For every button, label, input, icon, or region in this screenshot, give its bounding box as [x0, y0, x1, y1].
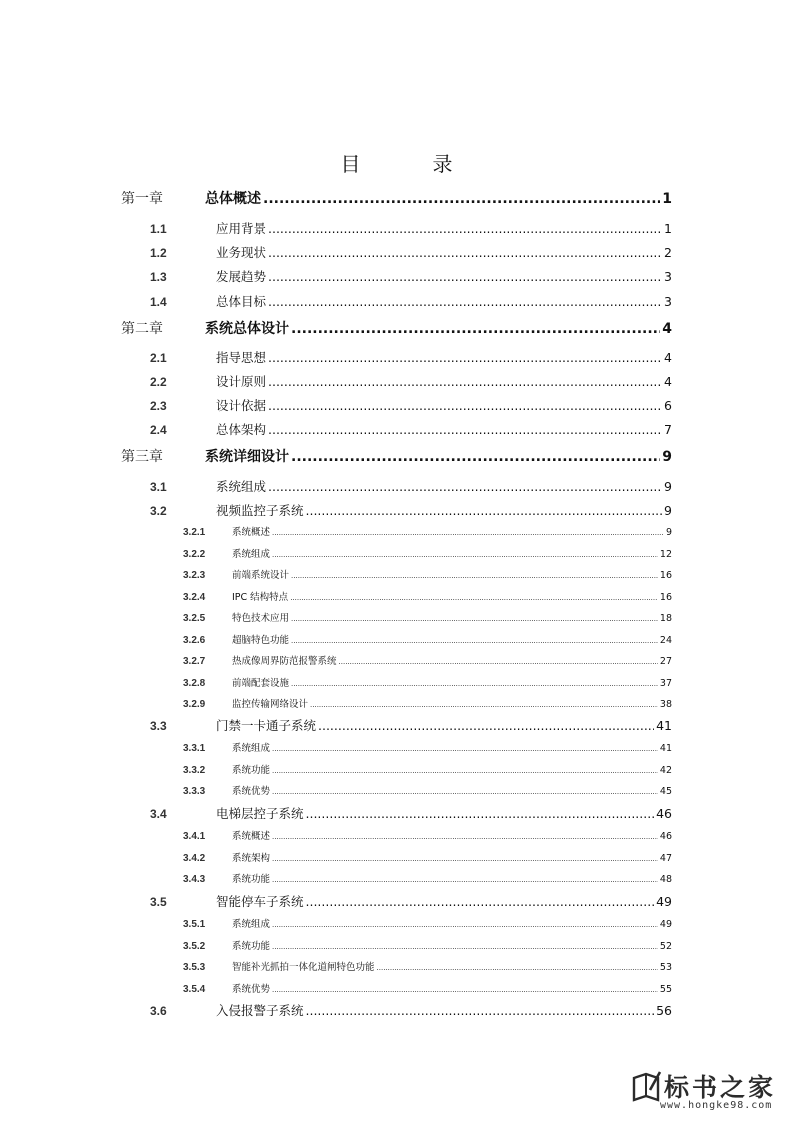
toc-leader-dots	[272, 551, 658, 559]
toc-entry-title: 视频监控子系统	[216, 503, 304, 518]
toc-entry-number: 第二章	[121, 321, 163, 337]
toc-entry-title: 系统概述	[232, 527, 271, 538]
toc-entry-title: 前端系统设计	[232, 570, 290, 581]
toc-leader-dots	[310, 701, 658, 709]
toc-entry-page: 16	[659, 570, 672, 581]
toc-entry-number: 3.2.4	[183, 592, 206, 603]
toc-entry[interactable]	[183, 567, 672, 581]
toc-leader-dots	[272, 767, 658, 775]
toc-entry-page: 41	[659, 743, 672, 754]
toc-entry[interactable]	[150, 396, 672, 414]
toc-entry-number: 第一章	[121, 191, 163, 207]
toc-entry[interactable]	[183, 632, 672, 646]
toc-entry-number: 3.3	[150, 719, 167, 733]
toc-entry-number: 2.1	[150, 351, 167, 365]
toc-entry[interactable]	[183, 959, 672, 973]
toc-entry[interactable]	[150, 219, 672, 237]
toc-leader-dots	[291, 449, 660, 465]
toc-entry[interactable]	[183, 546, 672, 560]
toc-entry-number: 1.3	[150, 270, 167, 284]
toc-entry-page: 56	[656, 1003, 672, 1018]
toc-leader-dots	[318, 718, 654, 733]
toc-entry-number: 2.2	[150, 375, 167, 389]
toc-entry-title: 总体概述	[205, 191, 261, 207]
toc-entry[interactable]	[150, 243, 672, 261]
toc-entry-title: 指导思想	[216, 350, 267, 365]
toc-leader-dots	[339, 658, 658, 666]
toc-entry-number: 3.2.8	[183, 678, 206, 689]
toc-entry-page: 38	[659, 699, 672, 710]
toc-entry-title: 系统组成	[232, 743, 271, 754]
toc-entry-title: 系统组成	[216, 479, 267, 494]
toc-entry-title: 应用背景	[216, 221, 267, 236]
toc-entry[interactable]	[150, 501, 672, 519]
toc-entry[interactable]	[150, 372, 672, 390]
toc-entry-title: 业务现状	[216, 245, 267, 260]
toc-entry-page: 55	[659, 984, 672, 995]
toc-leader-dots	[306, 503, 663, 518]
toc-entry-title: 智能停车子系统	[216, 894, 304, 909]
toc-leader-dots	[272, 876, 658, 884]
toc-leader-dots	[272, 921, 658, 929]
toc-leader-dots	[272, 943, 658, 951]
toc-leader-dots	[377, 964, 658, 972]
toc-leader-dots	[268, 479, 662, 494]
toc-entry[interactable]	[183, 938, 672, 952]
toc-entry[interactable]	[121, 188, 672, 208]
toc-entry-number: 3.1	[150, 480, 167, 494]
toc-entry-number: 3.2.7	[183, 656, 206, 667]
toc-leader-dots	[291, 680, 658, 688]
toc-entry-number: 3.5.2	[183, 941, 206, 952]
toc-entry[interactable]	[121, 446, 672, 466]
toc-entry-title: 系统详细设计	[205, 449, 289, 465]
toc-entry-title: 系统组成	[232, 919, 271, 930]
toc-leader-dots	[291, 637, 658, 645]
toc-entry-title: 智能补光抓拍一体化道闸特色功能	[232, 962, 375, 973]
toc-entry-page: 1	[664, 221, 672, 236]
toc-entry-page: 49	[656, 894, 672, 909]
toc-leader-dots	[272, 788, 658, 796]
toc-entry-title: 总体目标	[216, 294, 267, 309]
toc-entry[interactable]	[150, 420, 672, 438]
toc-entry-title: 发展趋势	[216, 269, 267, 284]
toc-entry[interactable]	[183, 783, 672, 797]
toc-entry-title: 系统优势	[232, 984, 271, 995]
toc-entry-number: 3.5.1	[183, 919, 206, 930]
toc-entry-page: 3	[664, 294, 672, 309]
toc-entry-page: 52	[659, 941, 672, 952]
toc-entry-number: 1.1	[150, 222, 167, 236]
toc-entry-page: 53	[659, 962, 672, 973]
toc-entry-page: 18	[659, 613, 672, 624]
toc-entry[interactable]	[183, 740, 672, 754]
toc-entry-title: 设计原则	[216, 374, 267, 389]
toc-entry-number: 3.5	[150, 895, 167, 909]
toc-entry-number: 3.4.2	[183, 853, 206, 864]
toc-entry[interactable]	[183, 762, 672, 776]
toc-entry-title: 入侵报警子系统	[216, 1003, 304, 1018]
toc-entry[interactable]	[183, 524, 672, 538]
toc-entry-title: IPC 结构特点	[232, 592, 289, 603]
toc-entry[interactable]	[183, 981, 672, 995]
toc-entry-page: 7	[664, 422, 672, 437]
toc-leader-dots	[268, 374, 662, 389]
toc-entry[interactable]	[150, 267, 672, 285]
toc-entry-number: 3.3.2	[183, 765, 206, 776]
toc-entry[interactable]	[183, 850, 672, 864]
toc-entry-page: 9	[665, 527, 672, 538]
toc-entry[interactable]	[183, 696, 672, 710]
toc-leader-dots	[291, 615, 658, 623]
toc-entry-page: 6	[664, 398, 672, 413]
toc-entry-page: 16	[659, 592, 672, 603]
toc-entry[interactable]	[150, 1001, 672, 1019]
toc-entry-number: 3.6	[150, 1004, 167, 1018]
book-pen-icon	[630, 1070, 662, 1106]
toc-entry-title: 设计依据	[216, 398, 267, 413]
toc-leader-dots	[268, 398, 662, 413]
toc-entry[interactable]	[183, 675, 672, 689]
toc-entry-page: 9	[664, 479, 672, 494]
toc-entry-page: 9	[662, 449, 672, 465]
toc-entry-page: 12	[659, 549, 672, 560]
toc-entry[interactable]	[150, 292, 672, 310]
toc-leader-dots	[306, 1003, 655, 1018]
toc-leader-dots	[268, 269, 662, 284]
toc-entry[interactable]	[150, 804, 672, 822]
toc-leader-dots	[272, 833, 658, 841]
toc-entry-title: 系统概述	[232, 831, 271, 842]
toc-entry-page: 46	[659, 831, 672, 842]
toc-entry-title: 系统组成	[232, 549, 271, 560]
toc-leader-dots	[268, 350, 662, 365]
toc-entry[interactable]	[183, 589, 672, 603]
toc-entry-number: 3.2.9	[183, 699, 206, 710]
logo-url: www.hongke98.com	[660, 1100, 773, 1111]
toc-leader-dots	[306, 806, 655, 821]
toc-leader-dots	[268, 422, 662, 437]
toc-entry-title: 超脑特色功能	[232, 635, 290, 646]
toc-entry[interactable]	[183, 916, 672, 930]
toc-entry-title: 前端配套设施	[232, 678, 290, 689]
toc-entry-page: 27	[659, 656, 672, 667]
toc-entry-page: 46	[656, 806, 672, 821]
toc-entry-title: 电梯层控子系统	[216, 806, 304, 821]
toc-entry-title: 系统功能	[232, 765, 271, 776]
toc-entry[interactable]	[150, 348, 672, 366]
toc-title: 目 录	[340, 152, 479, 176]
toc-leader-dots	[272, 745, 658, 753]
toc-entry-page: 3	[664, 269, 672, 284]
toc-entry[interactable]	[150, 477, 672, 495]
toc-entry-title: 热成像周界防范报警系统	[232, 656, 337, 667]
toc-entry-number: 3.2.2	[183, 549, 206, 560]
logo-text: 标书之家	[664, 1073, 777, 1102]
toc-entry-title: 系统优势	[232, 786, 271, 797]
toc-leader-dots	[306, 894, 655, 909]
toc-entry-page: 4	[662, 321, 672, 337]
toc-leader-dots	[268, 294, 662, 309]
toc-entry-number: 2.4	[150, 423, 167, 437]
toc-leader-dots	[272, 986, 658, 994]
toc-entry[interactable]	[183, 828, 672, 842]
toc-entry-page: 1	[662, 191, 672, 207]
toc-entry-title: 系统功能	[232, 941, 271, 952]
toc-entry[interactable]	[183, 871, 672, 885]
toc-entry-page: 24	[659, 635, 672, 646]
toc-entry[interactable]	[150, 716, 672, 734]
watermark-logo	[630, 1064, 780, 1114]
toc-entry[interactable]	[183, 653, 672, 667]
toc-entry-page: 4	[664, 374, 672, 389]
toc-entry-page: 37	[659, 678, 672, 689]
toc-leader-dots	[272, 529, 664, 537]
toc-entry-page: 9	[664, 503, 672, 518]
toc-entry-number: 3.2.5	[183, 613, 206, 624]
toc-entry-number: 3.4	[150, 807, 167, 821]
toc-entry-page: 45	[659, 786, 672, 797]
toc-entry-title: 门禁一卡通子系统	[216, 718, 317, 733]
toc-leader-dots	[263, 191, 660, 207]
toc-leader-dots	[291, 321, 660, 337]
toc-entry-number: 2.3	[150, 399, 167, 413]
toc-entry-number: 3.5.3	[183, 962, 206, 973]
toc-entry-number: 3.5.4	[183, 984, 206, 995]
toc-leader-dots	[291, 572, 658, 580]
toc-leader-dots	[268, 245, 662, 260]
toc-entry-page: 2	[664, 245, 672, 260]
toc-entry-page: 4	[664, 350, 672, 365]
toc-entry-number: 3.3.1	[183, 743, 206, 754]
toc-entry-page: 42	[659, 765, 672, 776]
toc-entry[interactable]	[150, 892, 672, 910]
toc-entry-title: 监控传输网络设计	[232, 699, 309, 710]
toc-entry-number: 1.4	[150, 295, 167, 309]
toc-leader-dots	[290, 594, 658, 602]
toc-entry-page: 41	[656, 718, 672, 733]
toc-entry-title: 总体架构	[216, 422, 267, 437]
toc-entry-title: 系统功能	[232, 874, 271, 885]
toc-entry-title: 系统总体设计	[205, 321, 289, 337]
toc-entry-page: 48	[659, 874, 672, 885]
toc-entry-number: 第三章	[121, 449, 163, 465]
toc-entry-number: 3.2.3	[183, 570, 206, 581]
toc-entry-number: 3.3.3	[183, 786, 206, 797]
toc-entry[interactable]	[183, 610, 672, 624]
toc-entry-number: 3.2	[150, 504, 167, 518]
toc-entry[interactable]	[121, 318, 672, 338]
toc-entry-number: 3.2.1	[183, 527, 206, 538]
toc-entry-page: 49	[659, 919, 672, 930]
toc-entry-number: 1.2	[150, 246, 167, 260]
toc-entry-title: 系统架构	[232, 853, 271, 864]
toc-entry-number: 3.2.6	[183, 635, 206, 646]
toc-entry-title: 特色技术应用	[232, 613, 290, 624]
toc-leader-dots	[268, 221, 662, 236]
toc-leader-dots	[272, 855, 658, 863]
toc-entry-number: 3.4.1	[183, 831, 206, 842]
toc-entry-number: 3.4.3	[183, 874, 206, 885]
toc-entry-page: 47	[659, 853, 672, 864]
